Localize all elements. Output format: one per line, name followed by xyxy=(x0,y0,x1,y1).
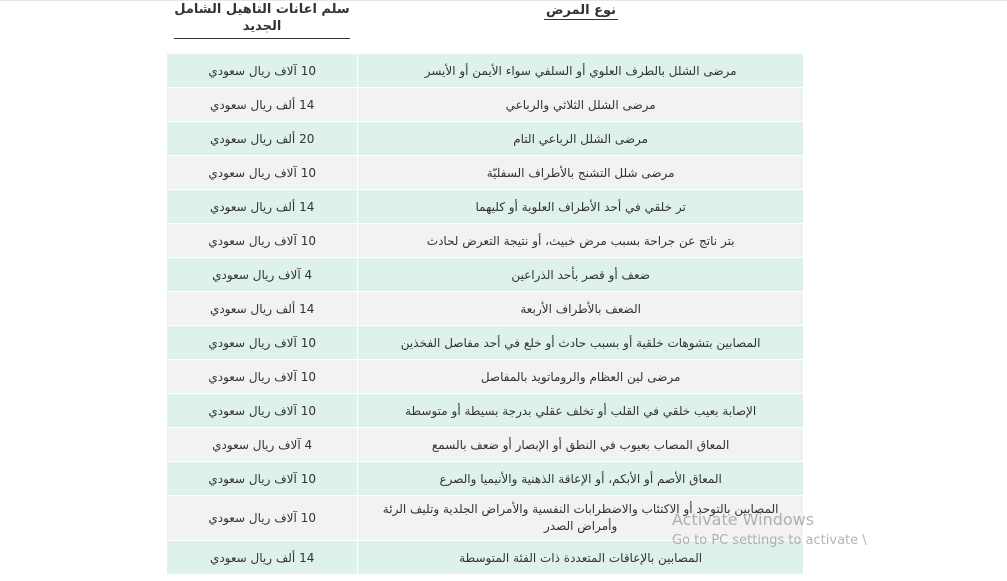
amount-cell: 10 آلاف ريال سعودي xyxy=(167,156,358,190)
header-aid-scale-line1: سلم اعانات التاهيل الشامل xyxy=(174,2,350,17)
amount-cell: 10 آلاف ريال سعودي xyxy=(167,224,358,258)
disease-cell: الضعف بالأطراف الأربعة xyxy=(358,292,804,326)
disease-cell: مرضى لين العظام والروماتويد بالمفاصل xyxy=(358,360,804,394)
disease-cell: الإصابة بعيب خلقي في القلب أو تخلف عقلي بدرجة بسيطة أو متوسطة xyxy=(358,394,804,428)
amount-cell: 10 آلاف ريال سعودي xyxy=(167,394,358,428)
table-row xyxy=(167,496,804,541)
amount-cell: 10 آلاف ريال سعودي xyxy=(167,496,358,541)
disease-cell: ضعف أو قصر بأحد الذراعين xyxy=(358,258,804,292)
table-row xyxy=(167,54,804,88)
amount-cell: 14 ألف ريال سعودي xyxy=(167,541,358,575)
disease-cell: بتر ناتج عن جراحة بسبب مرض خبيث، أو نتيجة التعرض لحادث xyxy=(358,224,804,258)
disease-cell: المصابين بالإعاقات المتعددة ذات الفئة المتوسطة xyxy=(358,541,804,575)
watermark-subtitle: Go to PC settings to activate \ xyxy=(672,533,867,548)
disease-cell: المصابين بتشوهات خلقية أو بسبب حادث أو خلع في أحد مفاصل الفخذين xyxy=(358,326,804,360)
disease-cell: مرضى الشلل بالطرف العلوي أو السلفي سواء الأيمن أو الأيسر xyxy=(358,54,804,88)
disease-cell: المعاق المصاب بعيوب في النطق أو الإبصار أو ضعف بالسمع xyxy=(358,428,804,462)
table-row xyxy=(167,190,804,224)
table-row xyxy=(167,360,804,394)
disease-cell: مرضى شلل التشنج بالأطراف السفليّة xyxy=(358,156,804,190)
amount-cell: 4 آلاف ريال سعودي xyxy=(167,428,358,462)
header-aid-scale xyxy=(174,0,350,39)
table-row xyxy=(167,258,804,292)
table-row xyxy=(167,326,804,360)
amount-cell: 4 آلاف ريال سعودي xyxy=(167,258,358,292)
table-row xyxy=(167,156,804,190)
disease-cell: مرضى الشلل الرباعي التام xyxy=(358,122,804,156)
amount-cell: 20 ألف ريال سعودي xyxy=(167,122,358,156)
amount-cell: 10 آلاف ريال سعودي xyxy=(167,360,358,394)
table-row xyxy=(167,122,804,156)
amount-cell: 14 ألف ريال سعودي xyxy=(167,190,358,224)
amount-cell: 10 آلاف ريال سعودي xyxy=(167,462,358,496)
disease-cell: المعاق الأصم أو الأبكم، أو الإعاقة الذهنية والأنيميا والصرع xyxy=(358,462,804,496)
disease-cell: تر خلقي في أحد الأطراف العلوية أو كليهما xyxy=(358,190,804,224)
amount-cell: 10 آلاف ريال سعودي xyxy=(167,54,358,88)
disease-cell: المصابين بالتوحد أو الاكتئاب والاضطرابات النفسية والأمراض الجلدية وتليف الرئة وأمراض الصدر xyxy=(358,496,804,541)
table-row xyxy=(167,541,804,575)
amount-cell: 10 آلاف ريال سعودي xyxy=(167,326,358,360)
header-disease-type xyxy=(358,0,804,20)
disease-cell: مرضى الشلل الثلاثي والرباعي xyxy=(358,88,804,122)
table-row xyxy=(167,88,804,122)
table-header xyxy=(166,0,804,46)
table-row xyxy=(167,428,804,462)
table-row xyxy=(167,462,804,496)
header-aid-scale-line2: الجديد xyxy=(242,19,282,34)
header-disease-type-label: نوع المرض xyxy=(545,3,617,18)
table-row xyxy=(167,394,804,428)
amount-cell: 14 ألف ريال سعودي xyxy=(167,88,358,122)
table-row xyxy=(167,224,804,258)
aid-table xyxy=(166,53,804,575)
table-row xyxy=(167,292,804,326)
watermark-title: Activate Windows xyxy=(672,510,815,529)
amount-cell: 14 ألف ريال سعودي xyxy=(167,292,358,326)
